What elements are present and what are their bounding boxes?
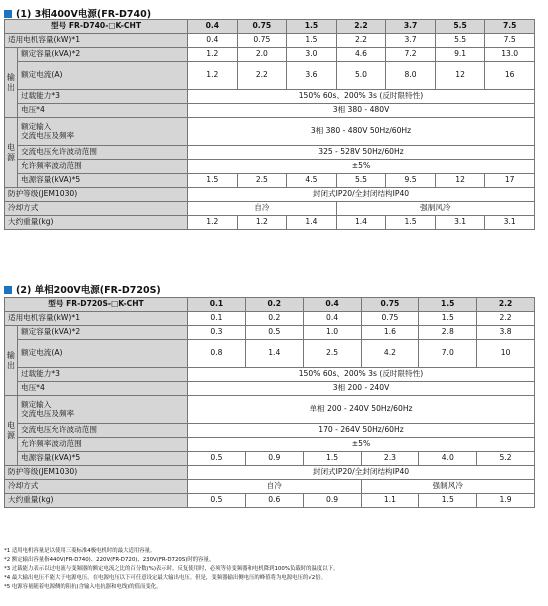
cell: 0.75	[237, 34, 287, 48]
cell: 0.3	[188, 326, 246, 340]
cell: 3.7	[386, 34, 436, 48]
cell: 9.1	[435, 48, 485, 62]
group-label-power: 电源	[5, 396, 18, 466]
row-label: 允许频率波动范围	[18, 160, 188, 174]
table-row	[5, 104, 535, 118]
col-header: 1.5	[419, 298, 477, 312]
table-row	[5, 438, 535, 452]
cell: 2.3	[361, 452, 419, 466]
table-row	[5, 202, 535, 216]
row-label: 适用电机容量(kW)*1	[5, 34, 188, 48]
table-row	[5, 188, 535, 202]
cell: 1.9	[477, 494, 535, 508]
cell: 2.2	[477, 312, 535, 326]
cell: 3.1	[435, 216, 485, 230]
group-label-power: 电源	[5, 118, 18, 188]
row-label: 额定容量(kVA)*2	[18, 48, 188, 62]
cell: ±5%	[188, 438, 535, 452]
cell: ±5%	[188, 160, 535, 174]
cell: 3相 200 - 240V	[188, 382, 535, 396]
cell: 3.6	[287, 62, 337, 90]
col-header: 0.4	[303, 298, 361, 312]
cell: 12	[435, 62, 485, 90]
col-header: 1.5	[287, 20, 337, 34]
row-label: 额定输入 交流电压及频率	[18, 118, 188, 146]
cell: 1.2	[237, 216, 287, 230]
square-bullet-icon	[4, 286, 12, 294]
cell: 3.1	[485, 216, 535, 230]
cell: 4.0	[419, 452, 477, 466]
group-label-output: 输出	[5, 48, 18, 118]
cell: 10	[477, 340, 535, 368]
cell: 170 - 264V 50Hz/60Hz	[188, 424, 535, 438]
cell: 封闭式IP20/全封闭结构IP40	[188, 466, 535, 480]
row-label: 允许频率波动范围	[18, 438, 188, 452]
cell: 强制风冷	[361, 480, 534, 494]
square-bullet-icon	[4, 10, 12, 18]
model-label: 型号 FR-D740-□K-CHT	[5, 20, 188, 34]
cell: 1.5	[303, 452, 361, 466]
cell: 1.2	[188, 62, 238, 90]
cell: 7.2	[386, 48, 436, 62]
cell: 7.5	[485, 34, 535, 48]
footnote: *5 电源容量随着电源侧的阻抗(含输入电抗器和电线)的值而变化。	[4, 583, 162, 590]
footnote: *1 适用电机容量是以使用三菱标准4极电机时的最大适用容量。	[4, 548, 156, 554]
cell: 1.4	[245, 340, 303, 368]
row-label: 交流电压允许波动范围	[18, 146, 188, 160]
table-row	[5, 326, 535, 340]
cell: 封闭式IP20/全封闭结构IP40	[188, 188, 535, 202]
cell: 2.2	[336, 34, 386, 48]
cell: 3相 380 - 480V 50Hz/60Hz	[188, 118, 535, 146]
cell: 2.0	[237, 48, 287, 62]
cell: 0.9	[245, 452, 303, 466]
cell: 3.0	[287, 48, 337, 62]
cell: 3.8	[477, 326, 535, 340]
cell: 强制风冷	[336, 202, 534, 216]
row-label: 冷却方式	[5, 480, 188, 494]
cell: 13.0	[485, 48, 535, 62]
row-label: 过载能力*3	[18, 368, 188, 382]
cell: 2.5	[303, 340, 361, 368]
cell: 0.5	[188, 452, 246, 466]
cell: 0.2	[245, 312, 303, 326]
table-row	[5, 90, 535, 104]
cell: 单相 200 - 240V 50Hz/60Hz	[188, 396, 535, 424]
cell: 0.5	[188, 494, 246, 508]
cell: 8.0	[386, 62, 436, 90]
section-1-title: (1) 3相400V电源(FR-D740)	[4, 6, 151, 20]
model-label: 型号 FR-D720S-□K-CHT	[5, 298, 188, 312]
row-label: 防护等级(JEM1030)	[5, 466, 188, 480]
cell: 17	[485, 174, 535, 188]
cell: 1.2	[188, 48, 238, 62]
col-header: 2.2	[336, 20, 386, 34]
cell: 2.8	[419, 326, 477, 340]
table-row	[5, 494, 535, 508]
table-row	[5, 216, 535, 230]
footnotes	[4, 547, 338, 592]
col-header: 7.5	[485, 20, 535, 34]
table-row	[5, 480, 535, 494]
cell: 4.2	[361, 340, 419, 368]
cell: 0.9	[303, 494, 361, 508]
table-row	[5, 160, 535, 174]
cell: 150% 60s、200% 3s (反时限特性)	[188, 90, 535, 104]
cell: 1.5	[188, 174, 238, 188]
footnote: *3 过载能力表示以过电流与变频器的额定电流之比的百分数(%)表示时，反复使用时，必须等待变频器和电机降到100%负载时的温度以下。	[4, 565, 339, 572]
row-label: 适用电机容量(kW)*1	[5, 312, 188, 326]
row-label: 电源容量(kVA)*5	[18, 452, 188, 466]
table-row	[5, 466, 535, 480]
row-label: 电压*4	[18, 104, 188, 118]
section-2-title: (2) 单相200V电源(FR-D720S)	[4, 282, 161, 296]
col-header: 0.1	[188, 298, 246, 312]
cell: 5.2	[477, 452, 535, 466]
table-row	[5, 118, 535, 146]
cell: 0.4	[303, 312, 361, 326]
row-label: 过载能力*3	[18, 90, 188, 104]
cell: 0.6	[245, 494, 303, 508]
table-row	[5, 146, 535, 160]
row-label: 额定电流(A)	[18, 62, 188, 90]
cell: 0.4	[188, 34, 238, 48]
spec-table-d720s	[4, 297, 535, 508]
cell: 9.5	[386, 174, 436, 188]
col-header: 0.2	[245, 298, 303, 312]
cell: 150% 60s、200% 3s (反时限特性)	[188, 368, 535, 382]
col-header: 0.75	[361, 298, 419, 312]
cell: 5.0	[336, 62, 386, 90]
table-row	[5, 368, 535, 382]
table-row	[5, 174, 535, 188]
table-row	[5, 62, 535, 90]
cell: 325 - 528V 50Hz/60Hz	[188, 146, 535, 160]
cell: 4.5	[287, 174, 337, 188]
table-row	[5, 424, 535, 438]
cell: 1.5	[419, 494, 477, 508]
col-header: 0.75	[237, 20, 287, 34]
table-row	[5, 20, 535, 34]
cell: 1.4	[336, 216, 386, 230]
row-label: 大约重量(kg)	[5, 494, 188, 508]
cell: 5.5	[336, 174, 386, 188]
row-label: 电源容量(kVA)*5	[18, 174, 188, 188]
table-row	[5, 48, 535, 62]
row-label: 额定容量(kVA)*2	[18, 326, 188, 340]
cell: 4.6	[336, 48, 386, 62]
cell: 0.1	[188, 312, 246, 326]
footnote: *2 额定输出容量指440V(FR-D740)、220V(FR-D720)、230V(FR-D720S)时的容量。	[4, 556, 215, 563]
col-header: 3.7	[386, 20, 436, 34]
cell: 1.2	[188, 216, 238, 230]
cell: 1.5	[287, 34, 337, 48]
table-row	[5, 312, 535, 326]
row-label: 交流电压允许波动范围	[18, 424, 188, 438]
spec-table-d740	[4, 19, 535, 230]
cell: 1.4	[287, 216, 337, 230]
cell: 2.5	[237, 174, 287, 188]
row-label: 大约重量(kg)	[5, 216, 188, 230]
row-label: 额定电流(A)	[18, 340, 188, 368]
table-row	[5, 452, 535, 466]
table-row	[5, 298, 535, 312]
cell: 0.8	[188, 340, 246, 368]
cell: 1.1	[361, 494, 419, 508]
table-row	[5, 396, 535, 424]
footnote: *4 最大输出电压不能大于电源电压。在电源电压以下可任意设定最大输出电压。但是，变频器输出侧电压的峰值将为电源电压的√2倍。	[4, 574, 326, 581]
col-header: 5.5	[435, 20, 485, 34]
cell: 自冷	[188, 480, 361, 494]
table-row	[5, 340, 535, 368]
cell: 7.0	[419, 340, 477, 368]
table-row	[5, 34, 535, 48]
cell: 5.5	[435, 34, 485, 48]
group-label-output: 输出	[5, 326, 18, 396]
cell: 自冷	[188, 202, 337, 216]
row-label: 电压*4	[18, 382, 188, 396]
cell: 1.6	[361, 326, 419, 340]
cell: 2.2	[237, 62, 287, 90]
table-row	[5, 382, 535, 396]
cell: 16	[485, 62, 535, 90]
row-label: 额定输入 交流电压及频率	[18, 396, 188, 424]
cell: 0.5	[245, 326, 303, 340]
cell: 12	[435, 174, 485, 188]
cell: 1.5	[419, 312, 477, 326]
cell: 1.5	[386, 216, 436, 230]
cell: 1.0	[303, 326, 361, 340]
row-label: 防护等级(JEM1030)	[5, 188, 188, 202]
col-header: 0.4	[188, 20, 238, 34]
row-label: 冷却方式	[5, 202, 188, 216]
col-header: 2.2	[477, 298, 535, 312]
cell: 3相 380 - 480V	[188, 104, 535, 118]
cell: 0.75	[361, 312, 419, 326]
